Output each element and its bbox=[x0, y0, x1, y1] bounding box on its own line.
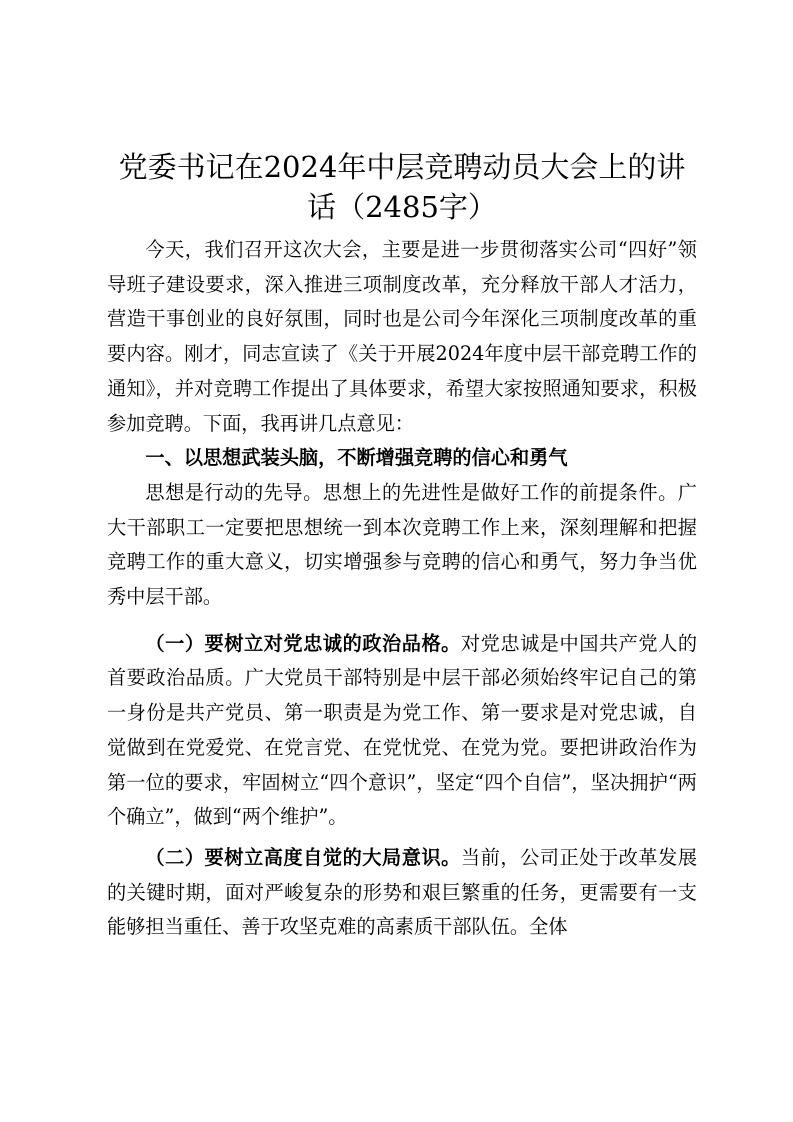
section-1-heading: 一、以思想武装头脑，不断增强竞聘的信心和勇气 bbox=[145, 446, 568, 470]
spacer bbox=[107, 615, 697, 627]
section-1-body: 思想是行动的先导。思想上的先进性是做好工作的前提条件。广大干部职工一定要把思想统一到本次竞聘工作上来，深刻理解和把握竞聘工作的重大意义，切实增强参与竞聘的信心和勇气，努力争当优秀中层干部。 bbox=[107, 480, 697, 609]
item-2-lead: （二）要树立高度自觉的大局意识。 bbox=[145, 845, 461, 869]
document-title: 党委书记在2024年中层竞聘动员大会上的讲话（2485字） bbox=[118, 150, 686, 224]
intro-paragraph: 今天，我们召开这次大会，主要是进一步贯彻落实公司“四好”领导班子建设要求，深入推进三项制度改革，充分释放干部人才活力，营造干事创业的良好氛围，同时也是公司今年深化三项制度改革的重要内容。刚才，同志宣读了《关于开展2024年度中层干部竞聘工作的通知》，并对竞聘工作提出了具体要求，希望大家按照通知要求，积极参加竞聘。下面，我再讲几点意见： bbox=[107, 238, 697, 435]
item-2-body: 当前，公司正处于改革发展的关键时期，面对严峻复杂的形势和艰巨繁重的任务，更需要有一支能够担当重任、善于攻坚克难的高素质干部队伍。全体 bbox=[107, 845, 698, 939]
item-1-lead: （一）要树立对党忠诚的政治品格。 bbox=[145, 631, 461, 655]
item-2-paragraph bbox=[107, 841, 697, 945]
item-1-paragraph bbox=[107, 627, 697, 835]
item-1-body: 对党忠诚是中国共产党人的首要政治品质。广大党员干部特别是中层干部必须始终牢记自己的第一身份是共产党员、第一职责是为党工作、第一要求是对党忠诚，自觉做到在党爱党、在党言党、在党忧党、在党为党。要把讲政治作为第一位的要求，牢固树立“四个意识”，坚定“四个自信”，坚决拥护“两个确立”，做到“两个维护”。 bbox=[107, 631, 698, 829]
